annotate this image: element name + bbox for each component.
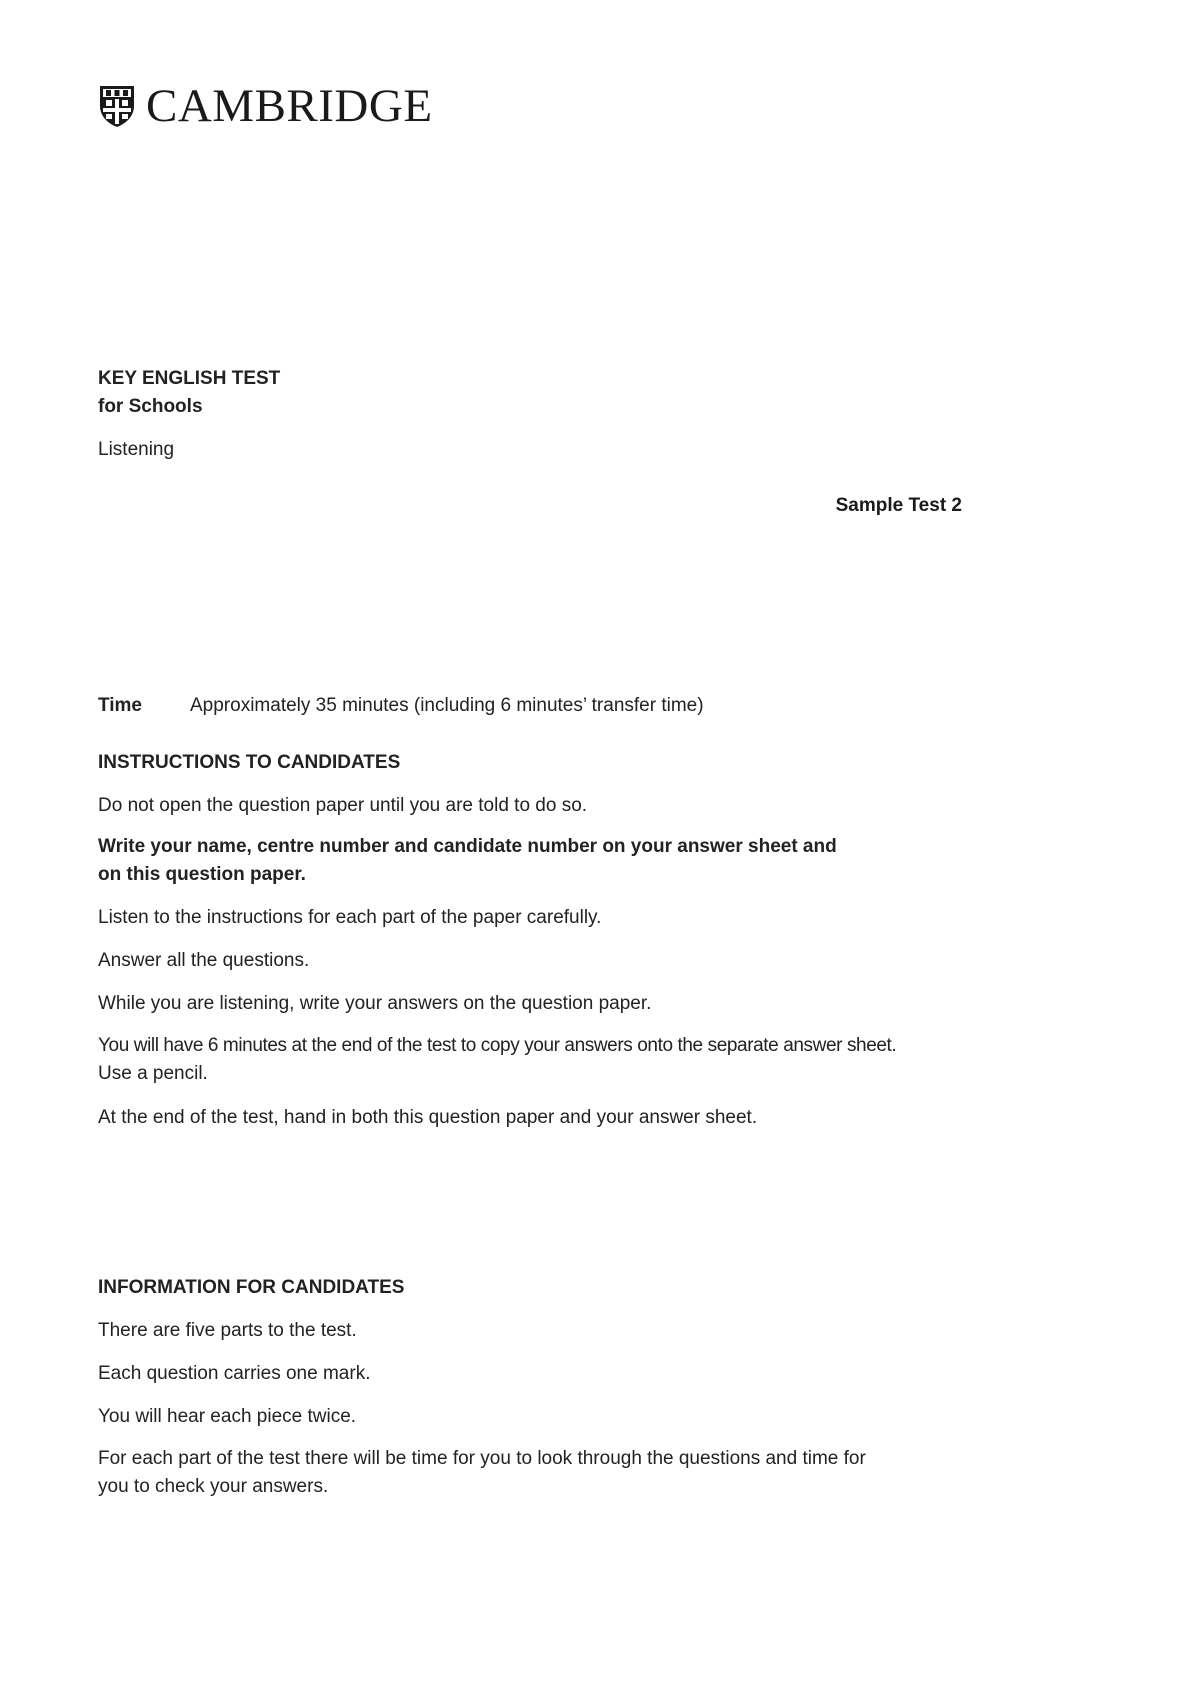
information-item: For each part of the test there will be time for you to look through the questions and time for: [98, 1448, 866, 1469]
information-heading: INFORMATION FOR CANDIDATES: [98, 1277, 405, 1298]
instruction-item: Use a pencil.: [98, 1063, 208, 1084]
instruction-item: At the end of the test, hand in both this question paper and your answer sheet.: [98, 1107, 758, 1128]
information-item: There are five parts to the test.: [98, 1320, 357, 1341]
instruction-item: You will have 6 minutes at the end of the test to copy your answers onto the separate answer sheet.: [98, 1035, 897, 1056]
information-item: You will hear each piece twice.: [98, 1406, 357, 1427]
exam-title: KEY ENGLISH TEST: [98, 368, 281, 389]
instruction-item: on this question paper.: [98, 864, 306, 885]
time-label: Time: [98, 695, 143, 716]
paper-name: Listening: [98, 439, 175, 460]
cambridge-logo: [98, 80, 433, 132]
information-item: Each question carries one mark.: [98, 1363, 371, 1384]
sample-test-label: Sample Test 2: [835, 495, 962, 516]
time-value: Approximately 35 minutes (including 6 minutes’ transfer time): [190, 695, 704, 716]
instruction-item: Listen to the instructions for each part of the paper carefully.: [98, 907, 602, 928]
brand-name: CAMBRIDGE: [146, 80, 433, 132]
information-item: you to check your answers.: [98, 1476, 329, 1497]
instruction-item: While you are listening, write your answers on the question paper.: [98, 993, 652, 1014]
instructions-heading: INSTRUCTIONS TO CANDIDATES: [98, 752, 401, 773]
exam-variant: for Schools: [98, 396, 203, 417]
instruction-item: Do not open the question paper until you are told to do so.: [98, 795, 588, 816]
instruction-item: Answer all the questions.: [98, 950, 310, 971]
cambridge-shield-icon: [98, 84, 136, 128]
instruction-item: Write your name, centre number and candidate number on your answer sheet and: [98, 836, 837, 857]
